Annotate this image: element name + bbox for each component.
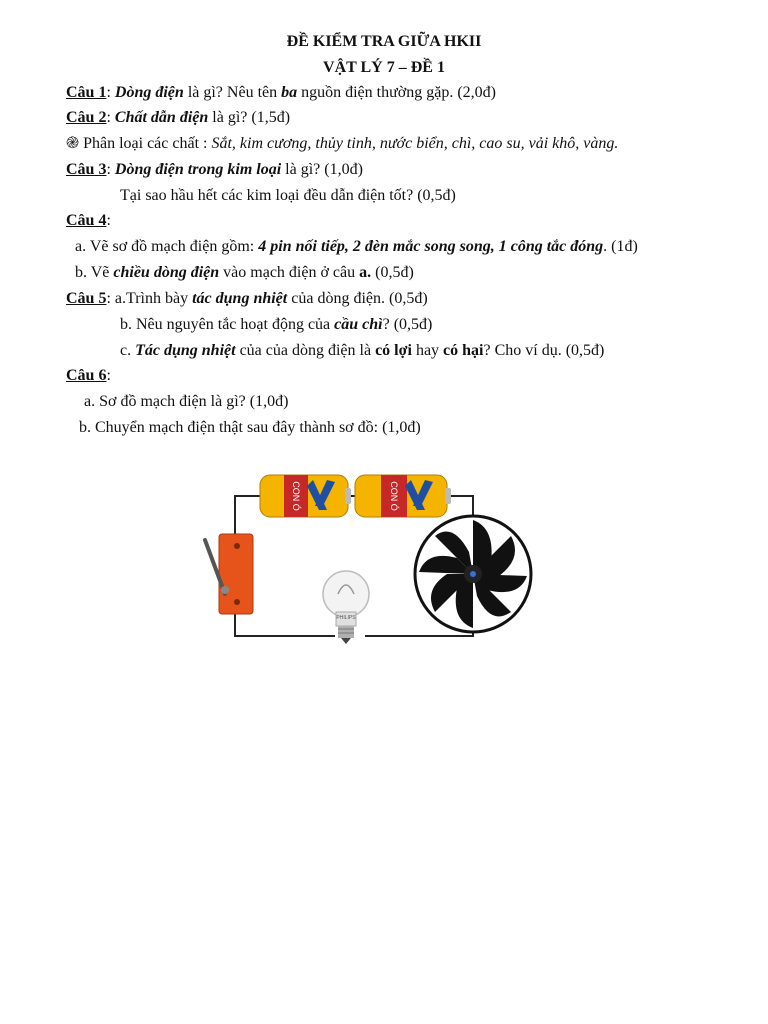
question-4a	[75, 237, 638, 257]
question-5-colon: :	[106, 290, 115, 307]
question-3-line2: Tại sao hầu hết các kim loại đều dẫn điện tốt? (0,5đ)	[120, 187, 456, 204]
question-1	[66, 83, 496, 103]
question-5c-mid2: hay	[411, 342, 444, 359]
question-2-colon: :	[106, 109, 115, 126]
battery-1	[260, 475, 351, 517]
bullet-icon: ֎	[66, 135, 80, 152]
question-4b	[75, 263, 414, 283]
question-4b-suffix: (0,5đ)	[371, 264, 414, 281]
battery-2-brand: CON Ó	[389, 481, 399, 511]
question-5b-prefix: b. Nêu nguyên tắc hoạt động của	[120, 316, 335, 333]
question-1-text1: là gì? Nêu tên	[183, 84, 282, 101]
question-5b-bold: cầu chì	[334, 316, 383, 333]
question-5c-benefit: có lợi	[375, 342, 412, 359]
question-2-classify-list: Sắt, kim cương, thủy tinh, nước biển, chì, cao su, vải khô, vàng.	[211, 135, 619, 152]
question-5c-harm: có hại	[443, 342, 484, 359]
question-4-colon: :	[106, 212, 111, 229]
question-3-colon: :	[106, 161, 115, 178]
exam-title: ĐỀ KIỂM TRA GIỮA HKII	[286, 33, 482, 50]
question-3-text1: là gì? (1,0đ)	[281, 161, 363, 178]
question-6-colon: :	[106, 367, 111, 384]
battery-1-brand: CON Ó	[291, 481, 301, 511]
question-4a-bold: 4 pin nối tiếp, 2 đèn mắc song song, 1 công tắc đóng	[258, 238, 604, 255]
question-2	[66, 108, 290, 128]
question-5c-suffix: ? Cho ví dụ. (0,5đ)	[483, 342, 605, 359]
question-5a-prefix: a.Trình bày	[114, 290, 193, 307]
question-5-label: Câu 5	[66, 290, 107, 307]
question-5b-suffix: ? (0,5đ)	[382, 316, 433, 333]
question-5c-prefix: c.	[120, 342, 136, 359]
question-3-label: Câu 3	[66, 161, 107, 178]
fan-icon	[415, 516, 531, 632]
question-5c-mid: của của dòng điện là	[235, 342, 376, 359]
question-1-label: Câu 1	[66, 84, 107, 101]
question-4-label: Câu 4	[66, 212, 107, 229]
question-5c	[120, 341, 604, 361]
question-1-text2: nguồn điện thường gặp. (2,0đ)	[297, 84, 496, 101]
switch	[205, 534, 253, 614]
question-4a-prefix: a. Vẽ sơ đồ mạch điện gồm:	[75, 238, 259, 255]
circuit-figure	[195, 466, 535, 660]
question-1-colon: :	[106, 84, 115, 101]
question-2-classify	[66, 134, 618, 154]
question-4b-bold: chiều dòng điện	[113, 264, 220, 281]
question-5a-suffix: của dòng điện. (0,5đ)	[287, 290, 428, 307]
question-4a-suffix: . (1đ)	[603, 238, 638, 255]
question-3	[66, 160, 363, 180]
question-4b-mid: vào mạch điện ở câu	[219, 264, 360, 281]
question-1-term: Dòng điện	[114, 84, 184, 101]
light-bulb	[323, 571, 369, 644]
question-6	[66, 366, 111, 386]
question-6b: b. Chuyển mạch điện thật sau đây thành sơ đồ: (1,0đ)	[79, 419, 421, 436]
question-2-label: Câu 2	[66, 109, 107, 126]
question-2-classify-prefix: Phân loại các chất :	[79, 135, 212, 152]
battery-2	[355, 475, 451, 517]
question-4b-prefix: b. Vẽ	[75, 264, 114, 281]
question-3-term: Dòng điện trong kim loại	[114, 161, 282, 178]
question-6a: a. Sơ đồ mạch điện là gì? (1,0đ)	[84, 393, 289, 410]
question-5b	[120, 315, 432, 335]
question-2-text1: là gì? (1,5đ)	[208, 109, 291, 126]
exam-subtitle: VẬT LÝ 7 – ĐỀ 1	[323, 59, 445, 76]
question-1-emphasis: ba	[281, 84, 298, 101]
question-2-term: Chất dẫn điện	[114, 109, 209, 126]
question-5c-bold: Tác dụng nhiệt	[135, 342, 236, 359]
bulb-brand: PHILIPS	[336, 615, 356, 621]
question-6-label: Câu 6	[66, 367, 107, 384]
question-5	[66, 289, 428, 309]
question-5a-bold: tác dụng nhiệt	[192, 290, 288, 307]
question-4	[66, 211, 111, 231]
question-4b-ref: a.	[359, 264, 372, 281]
